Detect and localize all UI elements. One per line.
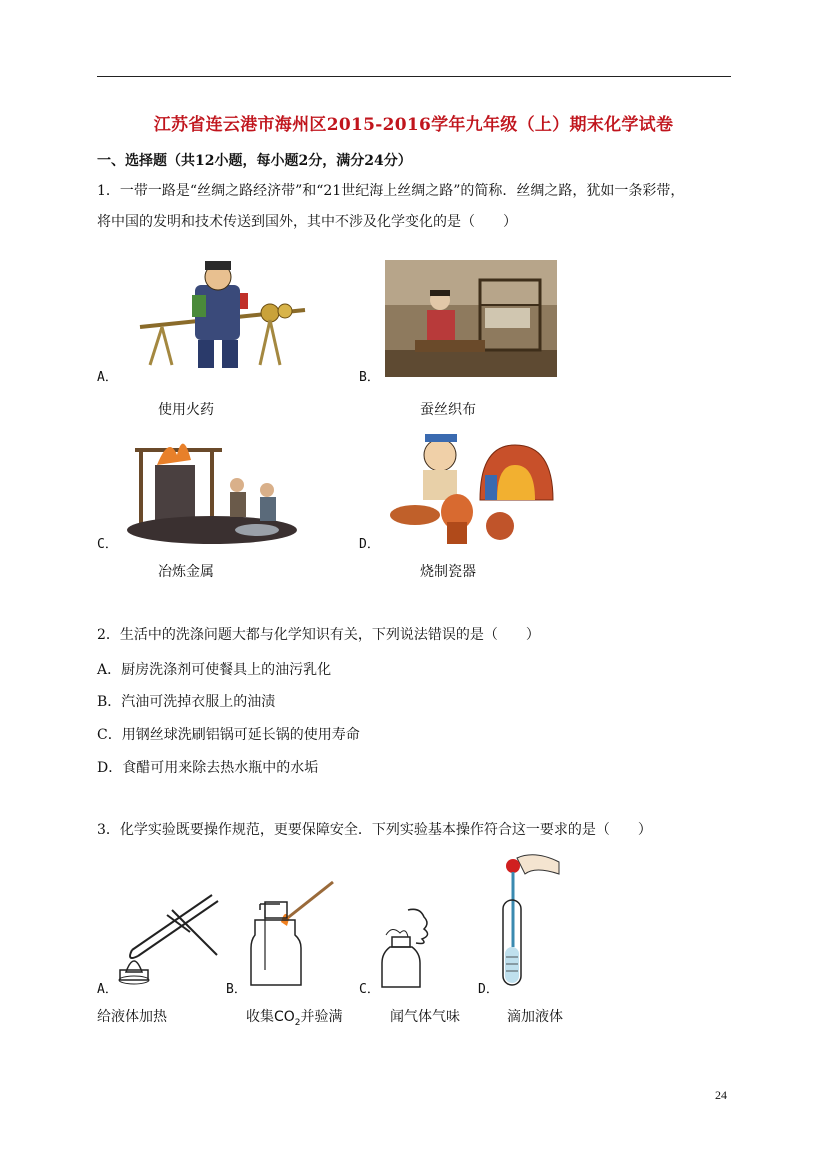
q1-option-a-caption: 使用火药 bbox=[158, 402, 214, 418]
q2-option-b: B．汽油可洗掉衣服上的油渍 bbox=[97, 694, 276, 710]
silk-weaving-photo bbox=[385, 260, 557, 377]
q3-stem: 3．化学实验既要操作规范，更要保障安全．下列实验基本操作符合这一要求的是（ ） bbox=[97, 822, 652, 838]
q2-option-d: D．食醋可用来除去热水瓶中的水垢 bbox=[97, 760, 319, 776]
q3-option-b-caption-pre: 收集CO bbox=[246, 1009, 295, 1025]
dropping-liquid-apparatus bbox=[495, 852, 560, 992]
porcelain-firing-illustration bbox=[385, 430, 557, 548]
q3-option-b-letter: B． bbox=[226, 982, 247, 997]
q1-option-d-letter: D． bbox=[359, 537, 380, 552]
page-number: 24 bbox=[715, 1088, 727, 1102]
q2-stem: 2．生活中的洗涤问题大都与化学知识有关，下列说法错误的是（ ） bbox=[97, 627, 540, 643]
exam-title: 江苏省连云港市海州区2015-2016学年九年级（上）期末化学试卷 bbox=[153, 115, 674, 135]
smelling-gas-apparatus bbox=[380, 905, 440, 990]
q1-option-c-caption: 冶炼金属 bbox=[158, 564, 214, 580]
q2-option-a: A．厨房洗涤剂可使餐具上的油污乳化 bbox=[97, 662, 332, 678]
q1-option-a-letter: A． bbox=[97, 370, 118, 385]
q1-option-b-caption: 蚕丝织布 bbox=[420, 402, 476, 418]
q3-option-b-caption bbox=[246, 1006, 343, 1028]
q1-stem-line2: 将中国的发明和技术传送到国外，其中不涉及化学变化的是（ ） bbox=[97, 214, 517, 230]
heating-liquid-apparatus bbox=[112, 880, 222, 985]
q1-stem-line1: 1．一带一路是“丝绸之路经济带”和“21世纪海上丝绸之路”的简称．丝绸之路，犹如一条彩带， bbox=[97, 183, 685, 199]
header-rule bbox=[97, 76, 731, 77]
q3-option-a-letter: A． bbox=[97, 982, 118, 997]
q2-option-c: C．用钢丝球洗刷铝锅可延长锅的使用寿命 bbox=[97, 727, 360, 743]
section-heading: 一、选择题（共12小题，每小题2分，满分24分） bbox=[97, 153, 412, 169]
q3-option-b-caption-sub: 2 bbox=[294, 1017, 301, 1028]
q3-option-d-caption: 滴加液体 bbox=[507, 1009, 563, 1025]
gunpowder-illustration bbox=[130, 255, 310, 380]
q1-option-d-caption: 烧制瓷器 bbox=[420, 564, 476, 580]
q3-option-c-letter: C． bbox=[359, 982, 380, 997]
co2-collection-apparatus bbox=[245, 880, 335, 990]
q1-option-b-letter: B． bbox=[359, 370, 380, 385]
metal-smelting-illustration bbox=[127, 430, 297, 550]
q3-option-a-caption: 给液体加热 bbox=[97, 1009, 167, 1025]
q1-option-c-letter: C． bbox=[97, 537, 118, 552]
q3-option-d-letter: D． bbox=[478, 982, 499, 997]
q3-option-c-caption: 闻气体气味 bbox=[390, 1009, 460, 1025]
q3-option-b-caption-post: 并验满 bbox=[300, 1009, 343, 1025]
